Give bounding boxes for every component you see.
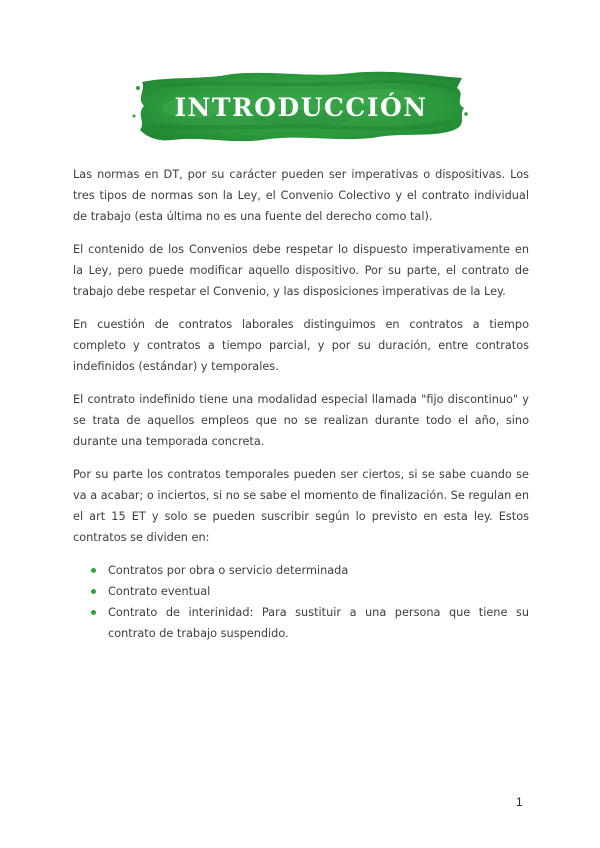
page-number: 1 bbox=[516, 795, 523, 809]
list-item-text: Contrato de interinidad: Para sustituir a una persona que tiene su contrato de trabajo suspendido. bbox=[108, 606, 529, 640]
green-dot-icon bbox=[91, 568, 96, 573]
green-dot-icon bbox=[91, 589, 96, 594]
body-content bbox=[73, 164, 529, 644]
paragraph: Por su parte los contratos temporales pueden ser ciertos, si se sabe cuando se va a acabar; o inciertos, si no se sabe el momento de finalización. Se regulan en el art 15 ET y solo se pueden suscribir según lo previsto en esta ley. Estos contratos se dividen en: bbox=[73, 468, 529, 544]
list-item-text: Contratos por obra o servicio determinada bbox=[108, 564, 349, 577]
contract-types-list bbox=[73, 560, 529, 644]
paragraph: Las normas en DT, por su carácter pueden ser imperativas o dispositivas. Los tres tipos de normas son la Ley, el Convenio Colectivo y el contrato individual de trabajo (esta última no es una fuente del derecho como tal). bbox=[73, 168, 529, 223]
list-item bbox=[73, 581, 529, 602]
green-dot-icon bbox=[91, 610, 96, 615]
paragraph: El contrato indefinido tiene una modalidad especial llamada "fijo discontinuo" y se trata de aquellos empleos que no se realizan durante todo el año, sino durante una temporada concreta. bbox=[73, 393, 529, 448]
title-banner bbox=[132, 68, 470, 144]
list-item-text: Contrato eventual bbox=[108, 585, 211, 598]
paragraph: El contenido de los Convenios debe respetar lo dispuesto imperativamente en la Ley, pero puede modificar aquello dispositivo. Por su parte, el contrato de trabajo debe respetar el Convenio, y las disposiciones imperativas de la Ley. bbox=[73, 243, 529, 298]
page-title: INTRODUCCIÓN bbox=[174, 92, 428, 122]
list-item bbox=[73, 560, 529, 581]
paragraph: En cuestión de contratos laborales distinguimos en contratos a tiempo completo y contratos a tiempo parcial, y por su duración, entre contratos indefinidos (estándar) y temporales. bbox=[73, 318, 529, 373]
list-item bbox=[73, 602, 529, 644]
